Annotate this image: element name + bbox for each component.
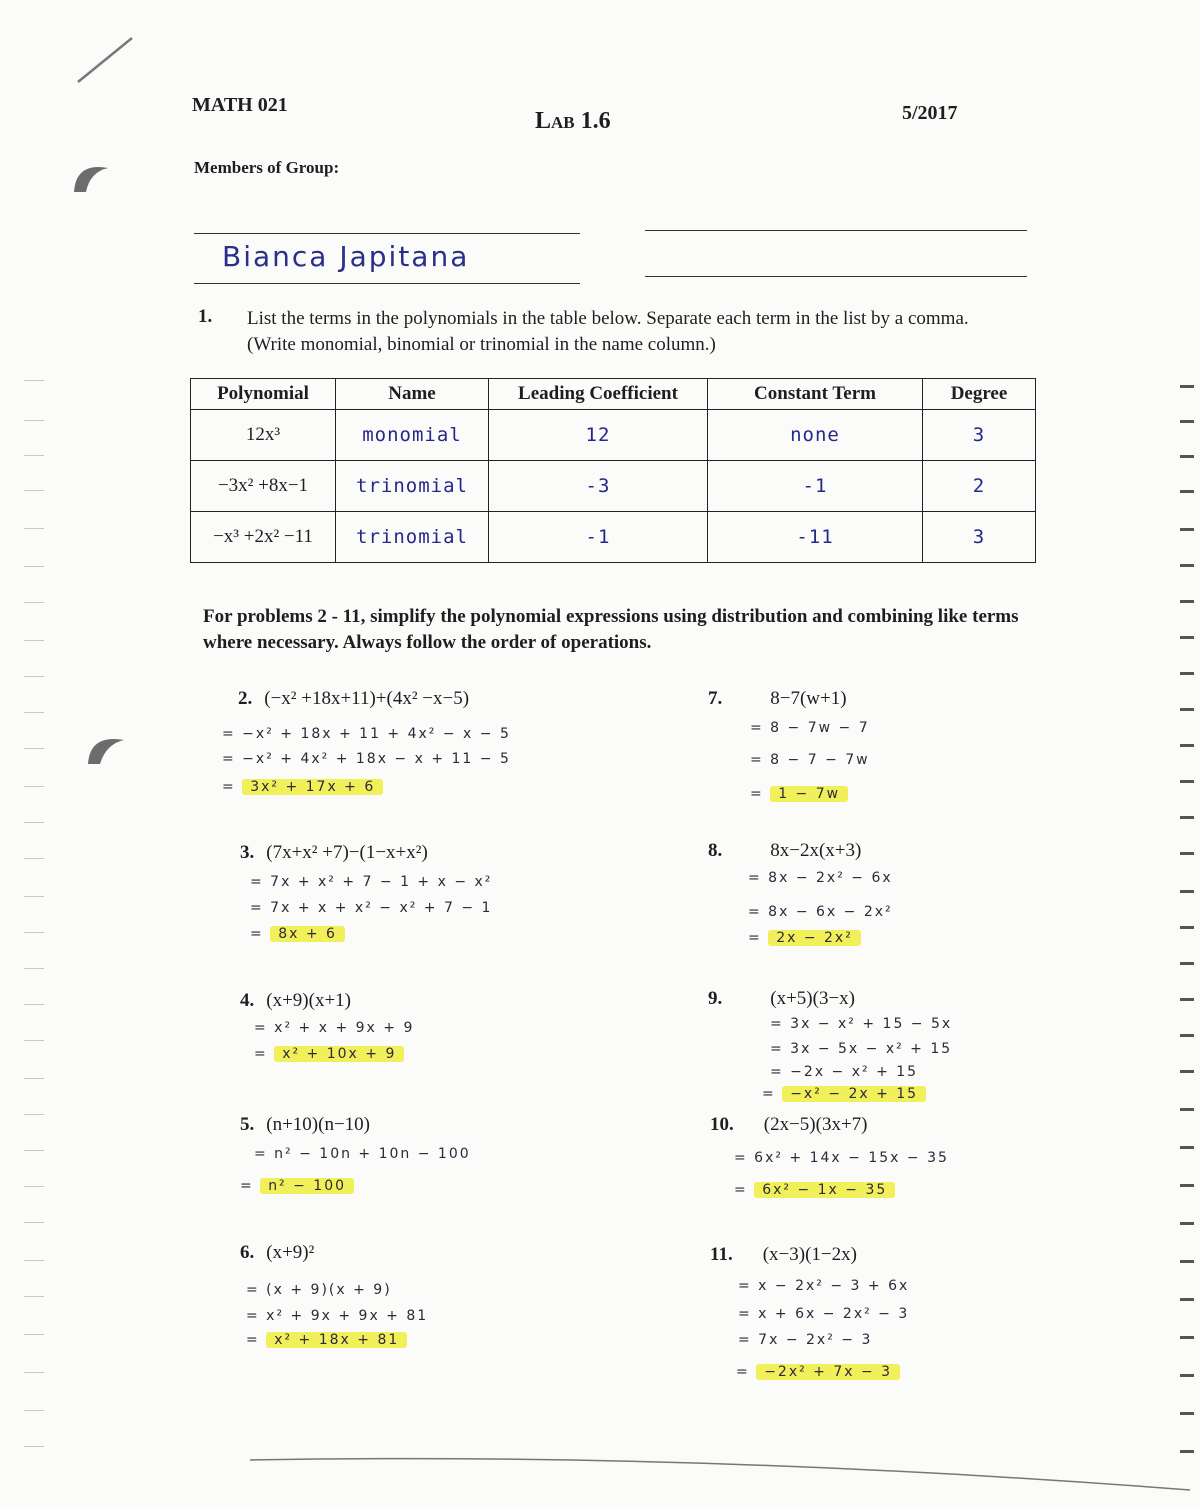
work-step: = −x² + 4x² + 18x − x + 11 − 5 <box>222 751 511 767</box>
member-line-3 <box>194 283 580 284</box>
problem-expression: (x+9)(x+1) <box>266 990 351 1011</box>
question-1-text: List the terms in the polynomials in the table below. Separate each term in the list by a comma. (Write monomial, binomial or trinomial in the name column.) <box>247 308 969 355</box>
student-name: Bianca Japitana <box>222 240 470 273</box>
problem-expression: (x+9)² <box>266 1242 315 1263</box>
answer-row: = 3x² + 17x + 6 <box>222 779 383 795</box>
cell-leading-coefficient: -3 <box>489 461 708 512</box>
answer-row: = x² + 18x + 81 <box>246 1332 407 1348</box>
work-step: = 3x − x² + 15 − 5x <box>770 1016 953 1032</box>
problem-4 <box>240 990 351 1012</box>
cell-constant-term: -11 <box>708 512 923 563</box>
problem-expression: (x+5)(3−x) <box>770 988 855 1009</box>
answer-row: = n² − 100 <box>240 1178 354 1194</box>
problem-9 <box>708 988 855 1010</box>
answer-row: = 6x² − 1x − 35 <box>734 1182 895 1198</box>
work-step: = 8x − 2x² − 6x <box>748 870 893 886</box>
table-row <box>191 461 1036 512</box>
highlighted-answer: −x² − 2x + 15 <box>782 1086 926 1102</box>
cell-leading-coefficient: 12 <box>489 410 708 461</box>
work-step: = 6x² + 14x − 15x − 35 <box>734 1150 949 1166</box>
table-row <box>191 410 1036 461</box>
work-step: = (x + 9)(x + 9) <box>246 1282 392 1298</box>
answer-row: = x² + 10x + 9 <box>254 1046 404 1062</box>
cell-degree: 3 <box>923 512 1036 563</box>
cell-name: trinomial <box>336 461 489 512</box>
work-step: = n² − 10n + 10n − 100 <box>254 1146 471 1162</box>
answer-row: = −2x² + 7x − 3 <box>736 1364 900 1380</box>
work-step: = 8x − 6x − 2x² <box>748 904 893 920</box>
cell-constant-term: none <box>708 410 923 461</box>
cell-polynomial: −3x² +8x−1 <box>191 461 336 512</box>
work-step: = −2x − x² + 15 <box>770 1064 919 1080</box>
cell-degree: 2 <box>923 461 1036 512</box>
cell-name: monomial <box>336 410 489 461</box>
member-line-4 <box>645 276 1027 277</box>
problem-6 <box>240 1242 314 1264</box>
problem-expression: 8x−2x(x+3) <box>770 840 862 861</box>
problem-5 <box>240 1114 370 1136</box>
problem-expression: (−x² +18x+11)+(4x² −x−5) <box>264 688 470 709</box>
work-step: = x² + 9x + 9x + 81 <box>246 1308 429 1324</box>
member-line-2 <box>645 230 1027 231</box>
problem-number: 2. <box>238 688 253 709</box>
work-step: = x + 6x − 2x² − 3 <box>738 1306 910 1322</box>
highlighted-answer: 6x² − 1x − 35 <box>754 1182 895 1198</box>
problem-expression: (7x+x² +7)−(1−x+x²) <box>266 842 428 863</box>
work-step: = −x² + 18x + 11 + 4x² − x − 5 <box>222 726 511 742</box>
problem-number: 4. <box>240 990 255 1011</box>
problem-number: 3. <box>240 842 255 863</box>
problem-10 <box>710 1114 868 1136</box>
work-step: = 3x − 5x − x² + 15 <box>770 1041 953 1057</box>
cell-polynomial: 12x³ <box>191 410 336 461</box>
problem-3 <box>240 842 428 864</box>
answer-row: = 1 − 7w <box>750 786 848 802</box>
cell-constant-term: -1 <box>708 461 923 512</box>
binder-hole-middle <box>84 728 134 768</box>
work-step: = 7x + x² + 7 − 1 + x − x² <box>250 874 493 890</box>
cell-leading-coefficient: -1 <box>489 512 708 563</box>
question-1-number: 1. <box>198 306 213 327</box>
col-leading-coefficient: Leading Coefficient <box>489 379 708 410</box>
highlighted-answer: 8x + 6 <box>270 926 345 942</box>
col-constant-term: Constant Term <box>708 379 923 410</box>
course-code: MATH 021 <box>192 94 288 116</box>
problem-7 <box>708 688 847 710</box>
answer-row: = 8x + 6 <box>250 926 345 942</box>
work-step: = 8 − 7w − 7 <box>750 720 870 736</box>
work-step: = x − 2x² − 3 + 6x <box>738 1278 910 1294</box>
instructions: For problems 2 - 11, simplify the polynomial expressions using distribution and combining like terms where necessary. Always follow the order of operations. <box>203 606 1019 653</box>
problem-8 <box>708 840 861 862</box>
col-degree: Degree <box>923 379 1036 410</box>
problem-number: 5. <box>240 1114 255 1135</box>
polynomial-table <box>190 378 1036 563</box>
problem-number: 11. <box>710 1244 733 1265</box>
problem-expression: (n+10)(n−10) <box>266 1114 370 1135</box>
col-name: Name <box>336 379 489 410</box>
problem-number: 6. <box>240 1242 255 1263</box>
col-polynomial: Polynomial <box>191 379 336 410</box>
problem-11 <box>710 1244 857 1266</box>
highlighted-answer: 3x² + 17x + 6 <box>242 779 383 795</box>
lab-title: Lab 1.6 <box>535 108 611 134</box>
table-row <box>191 512 1036 563</box>
problem-number: 10. <box>710 1114 734 1135</box>
binder-hole-top <box>70 156 120 196</box>
page-edge-curve <box>250 1440 1200 1500</box>
problem-expression: (2x−5)(3x+7) <box>763 1114 868 1135</box>
member-line-1 <box>194 233 580 234</box>
highlighted-answer: x² + 18x + 81 <box>266 1332 407 1348</box>
work-step: = 7x − 2x² − 3 <box>738 1332 873 1348</box>
problem-number: 9. <box>708 988 723 1009</box>
problem-number: 7. <box>708 688 723 709</box>
problem-expression: 8−7(w+1) <box>770 688 847 709</box>
work-step: = x² + x + 9x + 9 <box>254 1020 415 1036</box>
answer-row: = 2x − 2x² <box>748 930 861 946</box>
work-step: = 7x + x + x² − x² + 7 − 1 <box>250 900 493 916</box>
highlighted-answer: n² − 100 <box>260 1178 354 1194</box>
cell-degree: 3 <box>923 410 1036 461</box>
problem-number: 8. <box>708 840 723 861</box>
problem-expression: (x−3)(1−2x) <box>762 1244 857 1265</box>
answer-row: = −x² − 2x + 15 <box>762 1086 926 1102</box>
work-step: = 8 − 7 − 7w <box>750 752 870 768</box>
lab-date: 5/2017 <box>902 102 958 124</box>
highlighted-answer: −2x² + 7x − 3 <box>756 1364 900 1380</box>
highlighted-answer: 2x − 2x² <box>768 930 861 946</box>
highlighted-answer: x² + 10x + 9 <box>274 1046 404 1062</box>
pencil-stroke-mark <box>70 30 140 90</box>
highlighted-answer: 1 − 7w <box>770 786 848 802</box>
cell-name: trinomial <box>336 512 489 563</box>
cell-polynomial: −x³ +2x² −11 <box>191 512 336 563</box>
table-header-row <box>191 379 1036 410</box>
problem-2 <box>238 688 469 710</box>
members-label: Members of Group: <box>194 158 340 177</box>
